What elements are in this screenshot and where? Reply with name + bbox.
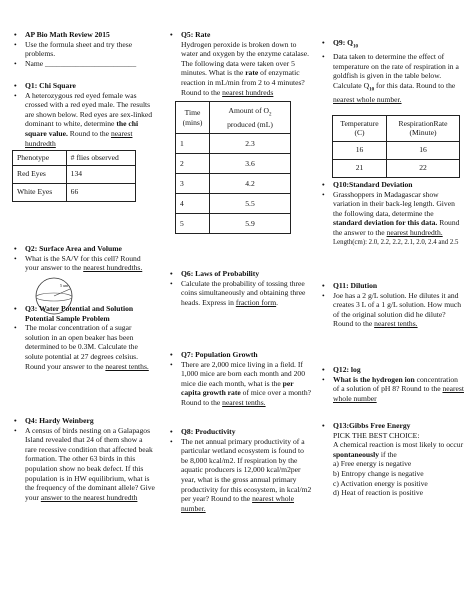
q13-option-d: d) Heat of reaction is positive xyxy=(333,488,424,498)
table-row xyxy=(176,102,291,134)
table-cell: 4.2 xyxy=(210,174,291,194)
q4-block xyxy=(14,416,156,502)
table-header-cell: Temperature (C) xyxy=(333,115,387,141)
table-cell: 16 xyxy=(333,141,387,159)
q4-heading: • Q4: Hardy Weinberg xyxy=(14,416,94,425)
q4-text: • A census of birds nesting on a Galapagos Island revealed that 24 of them show a rare recessive condition that affected beak formation. The other 63 birds in this population show no beak defect. If this population is in HW equilibrium, what is the frequency of the dominant allele? Give your answer to the nearest hundredth xyxy=(14,425,155,502)
q3-text: • The molar concentration of a sugar solution in an open beaker has been determined to be 0.3M. Calculate the solute potential at 27 degrees celsius. Round your answer to the nearest tenths. xyxy=(14,323,149,371)
table-header-cell: Time (mins) xyxy=(176,102,210,134)
table-cell: White Eyes xyxy=(13,183,67,201)
table-cell: 3.6 xyxy=(210,154,291,174)
table-row xyxy=(176,154,291,174)
q2-heading: • Q2: Surface Area and Volume xyxy=(14,244,122,253)
q13-option-a: a) Free energy is negative xyxy=(333,459,412,469)
doc-title: • AP Bio Math Review 2015 xyxy=(14,30,110,39)
table-row xyxy=(176,194,291,214)
table-cell: 22 xyxy=(387,159,460,177)
q10-text: • Grasshoppers in Madagascar show variation in their back-leg length. Given the following data, determine the standard deviation for this data. Round the answer to the nearest hundredth. xyxy=(322,189,460,237)
q7-block xyxy=(170,350,312,408)
q6-heading: • Q6: Laws of Probability xyxy=(170,269,260,278)
table-cell: 2 xyxy=(176,154,210,174)
table-row xyxy=(176,134,291,154)
q9-text: • Data taken to determine the effect of temperature on the rate of respiration in a goldfish is given in the table below. Calculate $Q_{10}$ for this data. Round to the nearest whole number. xyxy=(322,52,459,104)
header-block xyxy=(14,30,156,68)
table-cell: 5.9 xyxy=(210,214,291,234)
table-cell: 1 xyxy=(176,134,210,154)
q13-text: A chemical reaction is most likely to occur spontaneously if the xyxy=(333,440,464,459)
q7-heading: • Q7: Population Growth xyxy=(170,350,258,359)
instructions: • Use the formula sheet and try these problems. xyxy=(14,39,133,59)
q8-block xyxy=(170,427,312,513)
q5-text: Hydrogen peroxide is broken down to water and oxygen by the enzyme catalase. The following data were taken over 5 minutes. What is the rate of enzymatic reaction in mL/min from 2 to 4 minutes? Round to the nearest hundreds xyxy=(181,39,309,97)
q13-heading: • Q13:Gibbs Free Energy xyxy=(322,421,411,430)
table-row xyxy=(13,151,136,166)
table-cell: 16 xyxy=(387,141,460,159)
q5-block xyxy=(170,30,312,234)
q12-text: • What is the hydrogen ion concentration of a solution of pH 8? Round to the nearest whole number xyxy=(322,374,464,403)
table-header-cell: Phenotype xyxy=(13,151,67,166)
table-row xyxy=(13,165,136,183)
q10-data: Length(cm): 2.0, 2.2, 2.2, 2.1, 2.0, 2.4 and 2.5 xyxy=(333,238,459,246)
table-cell: 5 xyxy=(176,214,210,234)
sphere-radius-label: 5 um xyxy=(60,282,69,288)
table-header-cell: Amount of $O_2$ produced (mL) xyxy=(210,102,291,134)
q7-text: • There are 2,000 mice living in a field. If 1,000 mice are born each month and 200 mice die each month, what is the per capita growth rate of mice over a month? Round to the nearest tenths. xyxy=(170,359,311,407)
table-row xyxy=(333,141,460,159)
q8-heading: • Q8: Productivity xyxy=(170,427,236,436)
table-header-cell: RespirationRate (Minute) xyxy=(387,115,460,141)
name-line: • Name ________________________ xyxy=(14,58,137,68)
q3-heading: • Q3: Water Potential and Solution Potential Sample Problem xyxy=(14,304,134,323)
q12-heading: • Q12: log xyxy=(322,365,361,374)
q11-heading: • Q11: Dilution xyxy=(322,281,378,290)
table-row xyxy=(333,115,460,141)
table-cell: 4 xyxy=(176,194,210,214)
q12-block xyxy=(322,365,464,403)
table-row xyxy=(176,214,291,234)
q9-table xyxy=(332,115,460,178)
table-row xyxy=(333,159,460,177)
q13-option-b: b) Entropy change is negative xyxy=(333,468,424,478)
table-row xyxy=(176,174,291,194)
q10-block xyxy=(322,180,464,247)
q9-block xyxy=(322,38,464,178)
q1-block xyxy=(14,81,156,202)
q13-block xyxy=(322,421,464,498)
table-row xyxy=(13,183,136,201)
q6-text: • Calculate the probability of tossing three coins simultaneously and obtaining three heads. Express in fraction form. xyxy=(170,278,306,307)
q10-heading: • Q10:Standard Deviation xyxy=(322,180,413,189)
table-cell: 21 xyxy=(333,159,387,177)
table-cell: 2.3 xyxy=(210,134,291,154)
q5-table xyxy=(175,101,291,234)
q6-block xyxy=(170,269,312,307)
table-cell: 134 xyxy=(66,165,135,183)
q1-table xyxy=(12,150,136,202)
q13-option-c: c) Activation energy is positive xyxy=(333,478,428,488)
table-cell: 5.5 xyxy=(210,194,291,214)
table-cell: 3 xyxy=(176,174,210,194)
q5-heading: • Q5: Rate xyxy=(170,30,211,39)
q3-block xyxy=(14,304,156,371)
q9-heading: • Q9: $Q_{10}$ xyxy=(322,38,359,50)
table-cell: 66 xyxy=(66,183,135,201)
q8-text: • The net annual primary productivity of a particular wetland ecosystem is found to be 8,000 kcal/m2. If respiration by the aquatic producers is 12,000 kcal/m2per year, what is the gross annual primary productivity for this ecosystem, in kcal/m2 per year? Round to the nearest whole number. xyxy=(170,436,312,513)
q11-text: • Joe has a 2 g/L solution. He dilutes it and creates 3 L of a 1 g/L solution. How much of the original solution did he dilute? Round to the nearest tenths. xyxy=(322,290,462,329)
q1-heading: • Q1: Chi Square xyxy=(14,81,76,90)
q13-subheading: PICK THE BEST CHOICE: xyxy=(333,430,420,440)
table-cell: Red Eyes xyxy=(13,165,67,183)
table-header-cell: # flies observed xyxy=(66,151,135,166)
q2-text: • What is the SA/V for this cell? Round your answer to the nearest hundredths. xyxy=(14,253,143,273)
q1-text: • A heterozygous red eyed female was crossed with a red eyed male. The results are shown below. Red eyes are sex-linked dominant to white, determine the chi square value. Round to the nearest hundredth xyxy=(14,90,153,148)
q11-block xyxy=(322,281,464,329)
